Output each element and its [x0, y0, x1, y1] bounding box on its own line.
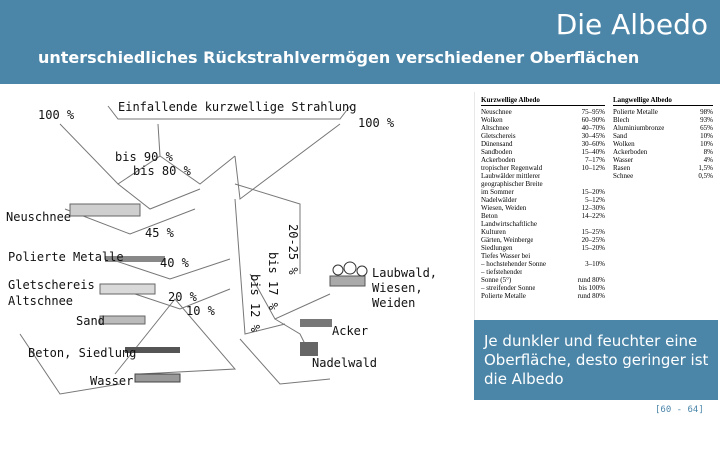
table-row [481, 268, 605, 276]
table-row [613, 148, 713, 156]
row-value: 40–70% [581, 124, 605, 132]
table-row [481, 188, 605, 196]
row-value [602, 172, 605, 180]
row-name: – tiefstehender [481, 268, 523, 276]
col1-header: Kurzwellige Albedo [481, 96, 605, 106]
table-row [481, 292, 605, 300]
row-value: 0,5% [698, 172, 713, 180]
label-acker: Acker [332, 324, 369, 338]
row-name: Landwirtschaftliche [481, 220, 537, 228]
table-row [481, 204, 605, 212]
row-name: Tiefes Wasser bei [481, 252, 531, 260]
row-name: Rasen [613, 164, 631, 172]
row-name: Nadelwälder [481, 196, 517, 204]
right-lower-ray [250, 274, 330, 319]
label-polierte-metalle: Polierte Metalle [8, 250, 124, 264]
label-wiesen: Wiesen, [372, 281, 423, 295]
table-row [481, 228, 605, 236]
label-nadelwald: Nadelwald [312, 356, 378, 370]
table-col-langwellig [613, 96, 713, 180]
row-value: 7–17% [585, 156, 605, 164]
sand-block [100, 316, 145, 324]
row-name: Sand [613, 132, 627, 140]
label-beton-siedlung: Beton, Siedlung [28, 346, 137, 360]
row-name: Sonne (5°) [481, 276, 512, 284]
row-value [602, 252, 605, 260]
percent-40: 40 % [160, 256, 189, 270]
row-name: Neuschnee [481, 108, 512, 116]
row-value: 15–40% [581, 148, 605, 156]
row-name: Laubwälder mittlerer [481, 172, 541, 180]
row-name: Polierte Metalle [613, 108, 658, 116]
row-name: Siedlungen [481, 244, 513, 252]
label-wasser: Wasser [90, 374, 134, 388]
row-value: 10% [700, 132, 713, 140]
gletscher-block [100, 284, 155, 294]
row-name: im Sommer [481, 188, 514, 196]
table-row [613, 132, 713, 140]
percent-45: 45 % [145, 226, 174, 240]
row-value: 15–20% [581, 188, 605, 196]
table-row [613, 172, 713, 180]
right-ray-bundle [235, 124, 340, 199]
table-row [481, 236, 605, 244]
row-value: 93% [700, 116, 713, 124]
footer-reference: [60 - 64] [655, 405, 704, 415]
wasser-block [135, 374, 180, 382]
row-name: Kulturen [481, 228, 506, 236]
bottom-triangle [115, 299, 235, 374]
page-subtitle: unterschiedliches Rückstrahlvermögen verschiedener Oberflächen [38, 48, 640, 67]
row-name: Wolken [481, 116, 503, 124]
incoming-label: Einfallende kurzwellige Strahlung [118, 100, 357, 114]
table-col-kurzwellig [481, 96, 605, 300]
row-value [602, 268, 605, 276]
table-row [481, 212, 605, 220]
percent-bis12: bis 12 % [248, 274, 262, 332]
row-name: Schnee [613, 172, 634, 180]
percent-bis80: bis 80 % [133, 164, 191, 178]
row-name: Ackerboden [481, 156, 516, 164]
row-value: 5–12% [585, 196, 605, 204]
row-value: 98% [700, 108, 713, 116]
row-name: Sandboden [481, 148, 513, 156]
table-row [481, 132, 605, 140]
percent-20-25: 20-25 % [286, 224, 300, 275]
neuschnee-block [70, 204, 140, 216]
laubwald-block [330, 276, 365, 286]
label-weiden: Weiden [372, 296, 416, 310]
row-name: Gärten, Weinberge [481, 236, 534, 244]
tree-icons [333, 262, 367, 276]
row-name: Ackerboden [613, 148, 648, 156]
table-row [613, 124, 713, 132]
label-altschnee: Altschnee [8, 294, 74, 308]
table-row [481, 116, 605, 124]
percent-bis17: bis 17 % [266, 252, 280, 310]
row-value: 14–22% [581, 212, 605, 220]
row-value: 4% [703, 156, 713, 164]
row-value: 1,5% [698, 164, 713, 172]
label-sand: Sand [76, 314, 105, 328]
table-row [481, 172, 605, 180]
row-name: Wolken [613, 140, 635, 148]
row-name: Polierte Metalle [481, 292, 526, 300]
label-gletschereis: Gletschereis [8, 278, 95, 292]
row-name: Wiesen, Weiden [481, 204, 527, 212]
info-box [474, 320, 718, 400]
row-value: 12–30% [581, 204, 605, 212]
incoming-right-percent: 100 % [358, 116, 395, 130]
row-value: 3–10% [585, 260, 605, 268]
table-row [481, 156, 605, 164]
percent-bis90: bis 90 % [115, 150, 173, 164]
row-name: Wasser [613, 156, 634, 164]
row-name: geographischer Breite [481, 180, 543, 188]
nadelwald-block [300, 342, 318, 356]
row-value: 30–60% [581, 140, 605, 148]
row-value: 60–90% [581, 116, 605, 124]
table-row [613, 140, 713, 148]
row-value: rund 80% [577, 292, 605, 300]
table-row [481, 124, 605, 132]
table-row [613, 116, 713, 124]
table-row [613, 156, 713, 164]
table-row [481, 108, 605, 116]
label-laubwald: Laubwald, [372, 266, 438, 280]
row-value [602, 220, 605, 228]
table-row [481, 252, 605, 260]
row-name: tropischer Regenwald [481, 164, 543, 172]
table-row [481, 148, 605, 156]
table-row [613, 164, 713, 172]
row-name: Blech [613, 116, 630, 124]
table-row [481, 284, 605, 292]
row-value: 30–45% [581, 132, 605, 140]
row-name: Dünensand [481, 140, 513, 148]
table-row [481, 260, 605, 268]
label-neuschnee: Neuschnee [6, 210, 72, 224]
table-row [481, 140, 605, 148]
row-value: 15–25% [581, 228, 605, 236]
row-value: 10% [700, 140, 713, 148]
row-value: 65% [700, 124, 713, 132]
row-value: 8% [703, 148, 713, 156]
row-name: – streifender Sonne [481, 284, 536, 292]
row-name: Beton [481, 212, 498, 220]
info-text: Je dunkler und feuchter eine Oberfläche, desto geringer ist die Albedo [484, 332, 709, 388]
row-name: Gletschereis [481, 132, 516, 140]
page-title: Die Albedo [555, 8, 708, 41]
acker-block [300, 319, 332, 327]
row-value: 10–12% [581, 164, 605, 172]
row-value: 15–20% [581, 244, 605, 252]
row-value [602, 180, 605, 188]
col2-rows [613, 108, 713, 180]
table-row [481, 220, 605, 228]
row-name: Aluminiumbronze [613, 124, 665, 132]
table-row [481, 276, 605, 284]
table-row [481, 244, 605, 252]
table-row [481, 196, 605, 204]
table-row [613, 108, 713, 116]
albedo-diagram [0, 84, 470, 450]
row-name: Altschnee [481, 124, 509, 132]
percent-10: 10 % [186, 304, 215, 318]
table-row [481, 164, 605, 172]
row-value: 75–95% [581, 108, 605, 116]
row-value: 20–25% [581, 236, 605, 244]
table-row [481, 180, 605, 188]
incoming-left-percent: 100 % [38, 108, 75, 122]
col1-rows [481, 108, 605, 300]
percent-20: 20 % [168, 290, 197, 304]
row-value: rund 80% [577, 276, 605, 284]
row-value: bis 100% [578, 284, 605, 292]
header-banner [0, 0, 720, 84]
row-name: – hochstehender Sonne [481, 260, 546, 268]
col2-header: Langwellige Albedo [613, 96, 713, 106]
